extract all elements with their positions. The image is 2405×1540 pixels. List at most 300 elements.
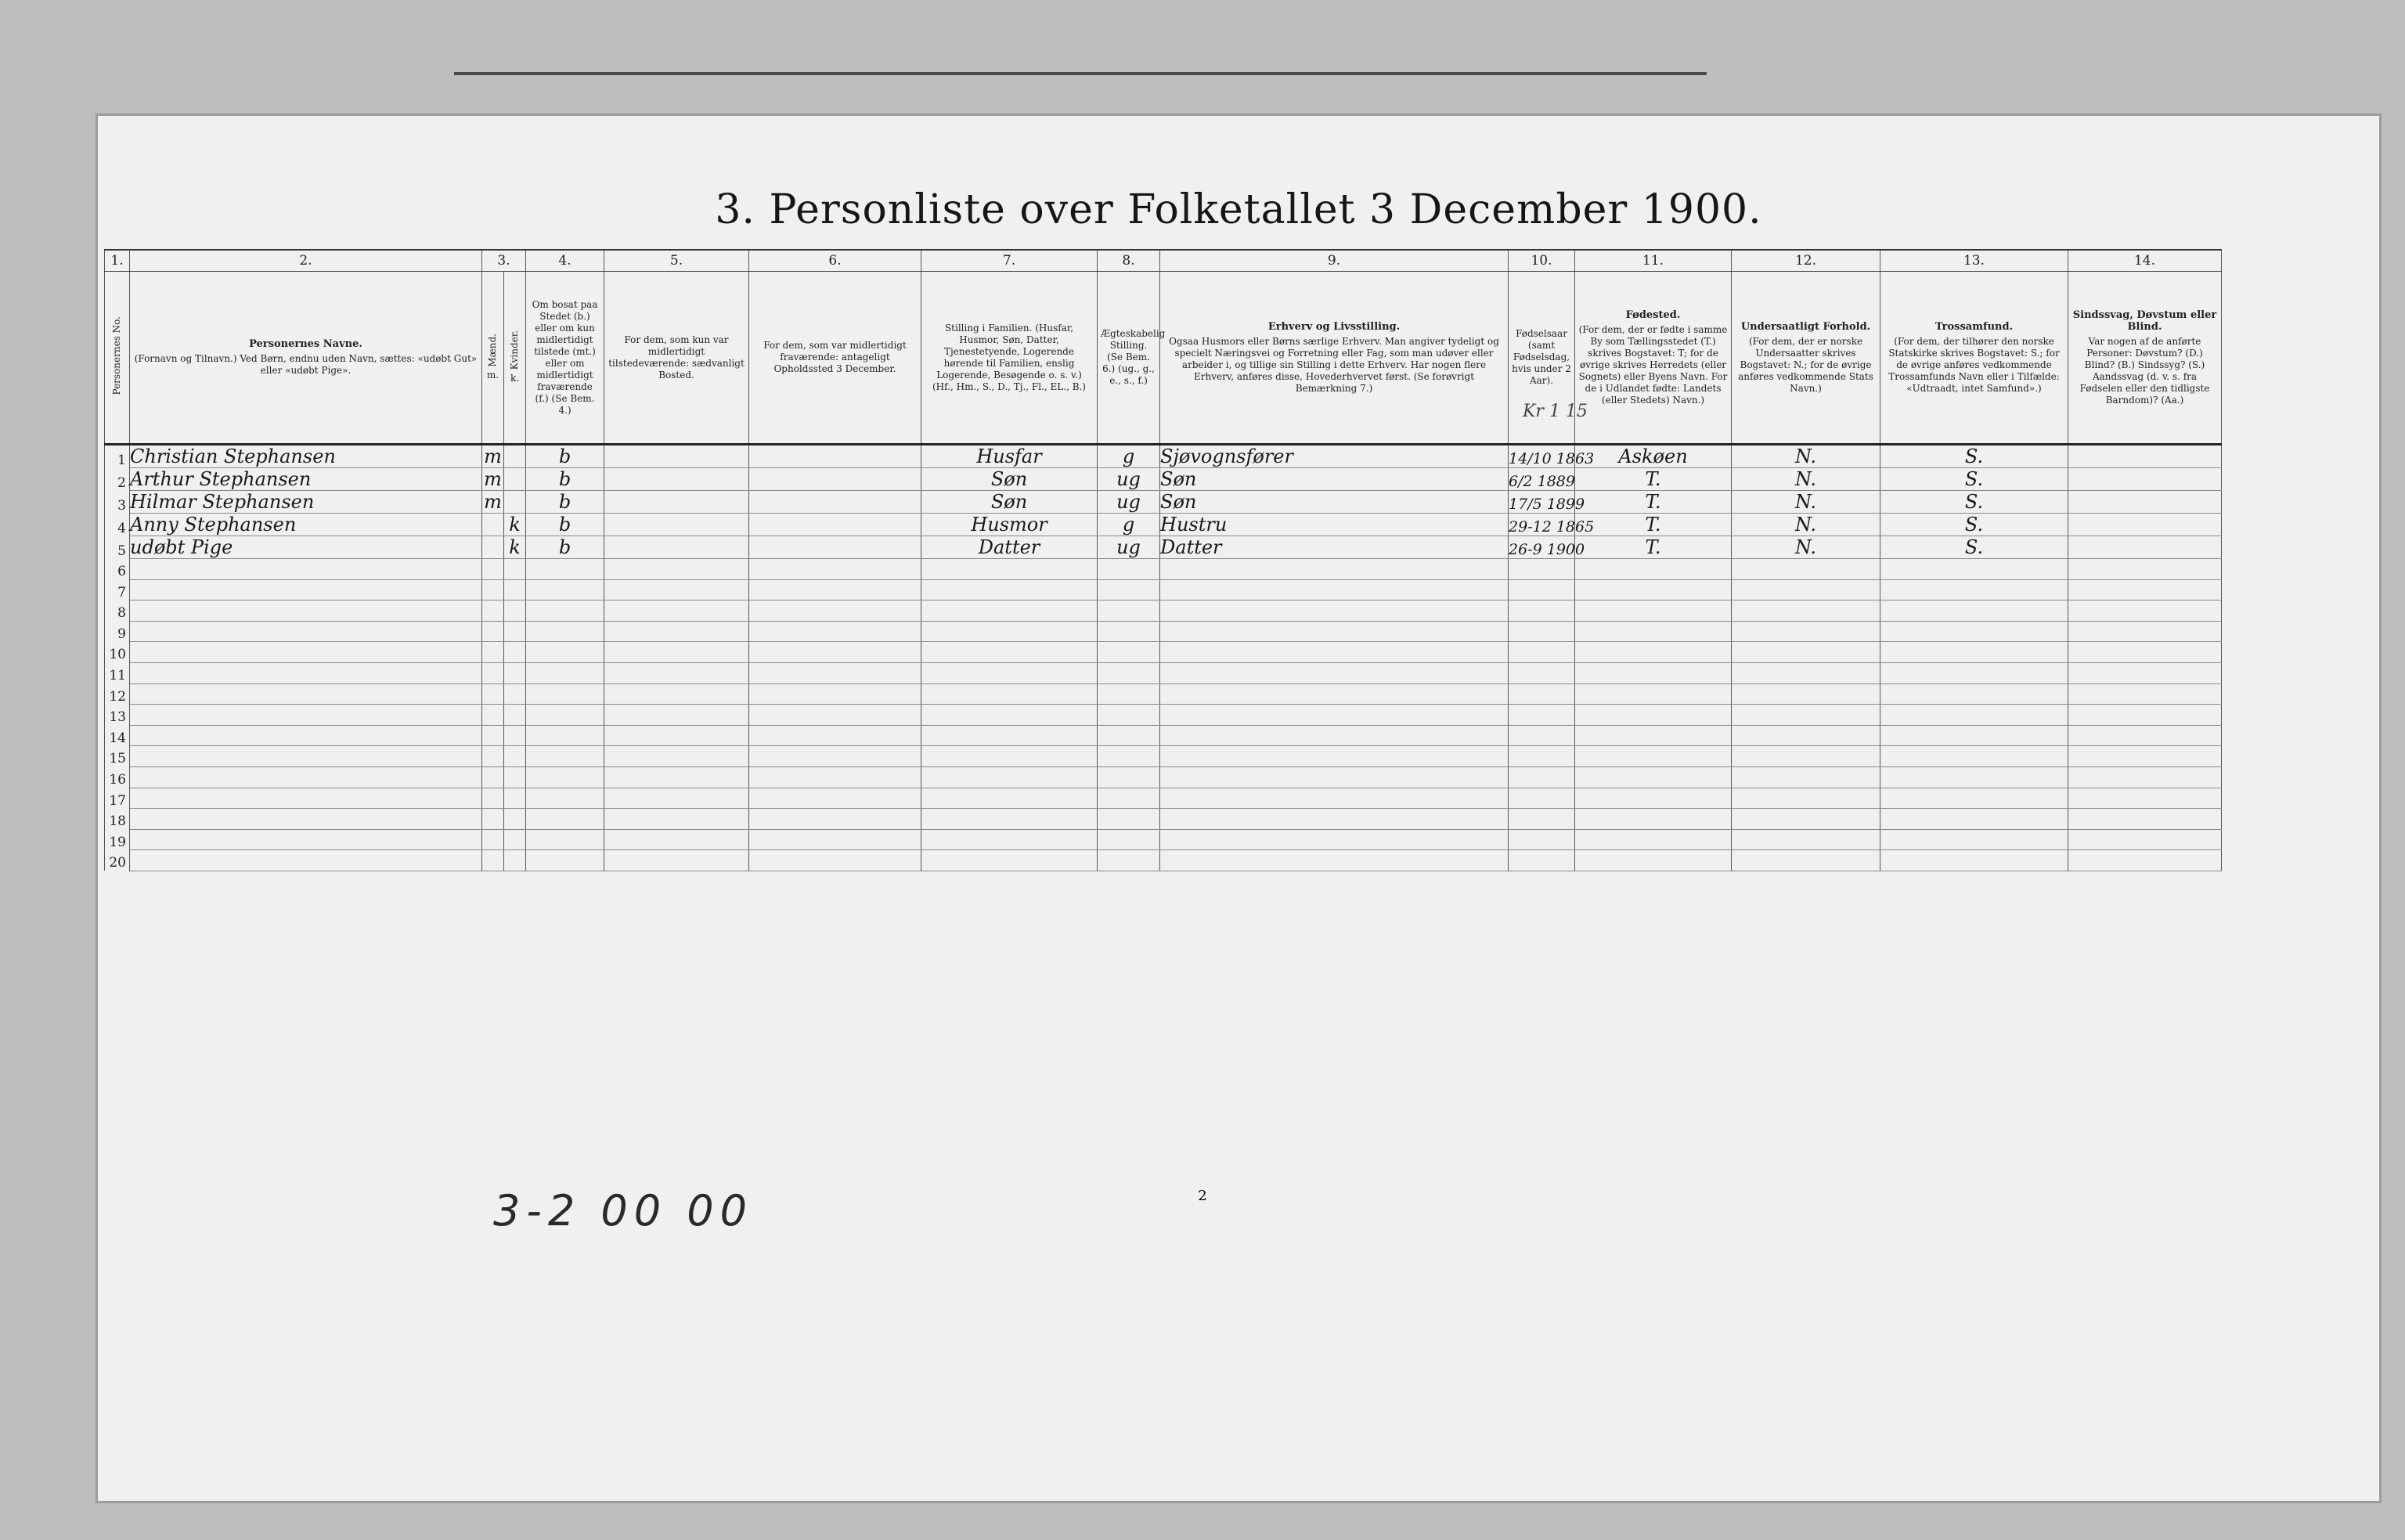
column-text: Stilling i Familien. (Husfar, Husmor, Søn, Datter, Tjenestetyende, Logerende hørende til Familien, enslig Logerende, Besøgende o. s. v.) (Hf., Hm., S., D., Tj., Fl., EL., B.) <box>932 322 1087 392</box>
cell-erhverv: Sjøvognsfører <box>1160 445 1509 468</box>
table-row <box>105 766 2222 788</box>
cell-tro: S. <box>1880 468 2068 491</box>
cell-empty <box>2068 559 2222 580</box>
cell-bosat: b <box>526 536 604 559</box>
cell-empty <box>604 642 749 663</box>
cell-bosat <box>526 809 604 830</box>
cell-undersaat: N. <box>1732 514 1880 536</box>
cell-fodested <box>1575 829 1732 850</box>
column-number: 1. <box>105 250 130 272</box>
cell-aar <box>1509 579 1575 600</box>
cell-name <box>130 662 482 683</box>
cell-tro <box>1880 766 2068 788</box>
table-row <box>105 850 2222 871</box>
cell-stilling <box>921 788 1098 809</box>
male-mark: m. <box>486 370 499 381</box>
cell-stilling: Søn <box>921 468 1098 491</box>
cell-k <box>504 559 526 580</box>
cell-empty <box>2068 766 2222 788</box>
page-number: 2 <box>1198 1188 1207 1204</box>
cell-empty <box>749 491 921 514</box>
column-header <box>1575 272 1732 445</box>
cell-tro <box>1880 683 2068 705</box>
cell-empty <box>749 514 921 536</box>
row-number: 13 <box>105 705 130 726</box>
column-number: 3. <box>482 250 526 272</box>
cell-undersaat <box>1732 788 1880 809</box>
margin-annotation: Kr 1 15 <box>1523 402 1588 421</box>
cell-empty <box>604 579 749 600</box>
column-text: (For dem, der er norske Undersaatter skrives Bogstavet: N.; for de øvrige anføres vedkommende Stats Navn.) <box>1738 335 1873 394</box>
cell-aar <box>1509 705 1575 726</box>
cell-name <box>130 829 482 850</box>
cell-m <box>482 536 504 559</box>
cell-name <box>130 621 482 642</box>
column-text: Fødselsaar (samt Fødselsdag, hvis under 2 Aar). <box>1512 328 1571 386</box>
row-number: 9 <box>105 621 130 642</box>
cell-bosat: b <box>526 491 604 514</box>
cell-m <box>482 705 504 726</box>
cell-aar <box>1509 621 1575 642</box>
cell-erhverv <box>1160 621 1509 642</box>
cell-undersaat: N. <box>1732 445 1880 468</box>
table-row <box>105 621 2222 642</box>
cell-stilling <box>921 850 1098 871</box>
cell-empty <box>749 621 921 642</box>
cell-erhverv <box>1160 642 1509 663</box>
cell-empty <box>604 514 749 536</box>
cell-m: m <box>482 491 504 514</box>
cell-fodested <box>1575 809 1732 830</box>
cell-undersaat <box>1732 850 1880 871</box>
cell-tro <box>1880 559 2068 580</box>
cell-undersaat <box>1732 662 1880 683</box>
cell-empty <box>604 746 749 767</box>
cell-k <box>504 445 526 468</box>
row-number: 7 <box>105 579 130 600</box>
cell-empty <box>2068 705 2222 726</box>
cell-name <box>130 850 482 871</box>
cell-m <box>482 683 504 705</box>
column-title: Fødested. <box>1625 308 1681 321</box>
column-header-kvinder <box>504 272 526 445</box>
census-rows <box>105 445 2222 871</box>
column-text: Om bosat paa Stedet (b.) eller om kun midlertidigt tilstede (mt.) eller om midlertidigt fraværende (f.) (Se Bem. 4.) <box>532 298 598 416</box>
cell-tro: S. <box>1880 491 2068 514</box>
cell-stilling <box>921 829 1098 850</box>
cell-aar <box>1509 683 1575 705</box>
cell-m <box>482 579 504 600</box>
cell-k <box>504 788 526 809</box>
cell-k: k <box>504 536 526 559</box>
cell-fodested <box>1575 850 1732 871</box>
column-text: (Fornavn og Tilnavn.) Ved Børn, endnu uden Navn, sættes: «udøbt Gut» eller «udøbt Pige». <box>134 353 478 376</box>
cell-erhverv <box>1160 579 1509 600</box>
column-number: 9. <box>1160 250 1509 272</box>
cell-fodested <box>1575 725 1732 746</box>
cell-stilling <box>921 746 1098 767</box>
cell-aegte <box>1098 621 1160 642</box>
cell-name <box>130 579 482 600</box>
cell-k: k <box>504 514 526 536</box>
table-row <box>105 829 2222 850</box>
row-number: 1 <box>105 445 130 468</box>
cell-undersaat: N. <box>1732 468 1880 491</box>
column-number: 6. <box>749 250 921 272</box>
cell-empty <box>604 766 749 788</box>
column-header <box>526 272 604 445</box>
cell-fodested: Askøen <box>1575 445 1732 468</box>
cell-empty <box>2068 850 2222 871</box>
page-title: 3. Personliste over Folketallet 3 December 1900. <box>715 186 1762 233</box>
cell-k <box>504 766 526 788</box>
cell-k <box>504 746 526 767</box>
cell-aegte <box>1098 600 1160 622</box>
cell-empty <box>749 579 921 600</box>
table-row <box>105 559 2222 580</box>
cell-bosat: b <box>526 468 604 491</box>
row-number: 6 <box>105 559 130 580</box>
cell-tro <box>1880 705 2068 726</box>
cell-aegte <box>1098 788 1160 809</box>
cell-k <box>504 725 526 746</box>
cell-erhverv <box>1160 766 1509 788</box>
cell-empty <box>749 850 921 871</box>
cell-bosat <box>526 725 604 746</box>
cell-aar: 17/5 1899 <box>1509 491 1575 514</box>
cell-fodested <box>1575 683 1732 705</box>
cell-aar <box>1509 725 1575 746</box>
cell-empty <box>604 850 749 871</box>
cell-stilling <box>921 579 1098 600</box>
cell-undersaat <box>1732 766 1880 788</box>
cell-empty <box>2068 725 2222 746</box>
column-text: For dem, som kun var midlertidigt tilstedeværende: sædvanligt Bosted. <box>608 334 745 380</box>
cell-name: Christian Stephansen <box>130 445 482 468</box>
cell-aar <box>1509 766 1575 788</box>
cell-bosat <box>526 705 604 726</box>
cell-aegte: g <box>1098 514 1160 536</box>
row-number: 19 <box>105 829 130 850</box>
sex-male-label: Mænd. <box>487 333 498 367</box>
cell-empty <box>749 642 921 663</box>
column-number: 2. <box>130 250 482 272</box>
cell-stilling <box>921 662 1098 683</box>
cell-erhverv <box>1160 850 1509 871</box>
cell-m <box>482 850 504 871</box>
cell-empty <box>2068 683 2222 705</box>
cell-bosat <box>526 662 604 683</box>
cell-fodested <box>1575 559 1732 580</box>
row-number: 12 <box>105 683 130 705</box>
cell-erhverv <box>1160 788 1509 809</box>
cell-m <box>482 725 504 746</box>
table-row <box>105 746 2222 767</box>
column-number: 4. <box>526 250 604 272</box>
column-text: For dem, som var midlertidigt fraværende: antageligt Opholdssted 3 December. <box>763 340 907 374</box>
cell-fodested <box>1575 705 1732 726</box>
cell-m <box>482 600 504 622</box>
cell-fodested <box>1575 662 1732 683</box>
column-text: Ogsaa Husmors eller Børns særlige Erhverv. Man angiver tydeligt og specielt Næringsvei og Forretning eller Fag, som man udøver eller arbeider i, og tillige sin Stilling i dette Erhverv. Har nogen flere Erhverv, anføres disse, Hovederhvervet først. (Se forøvrigt Bemærkning 7.) <box>1169 335 1499 394</box>
row-number: 11 <box>105 662 130 683</box>
cell-m: m <box>482 468 504 491</box>
column-text: (For dem, der er fødte i samme By som Tællingsstedet (T.) skrives Bogstavet: T; for de øvrige skrives Herredets (eller Sognets) eller Byens Navn. For de i Udlandet fødte: Landets (eller Stedets) Navn.) <box>1578 323 1728 406</box>
cell-empty <box>604 683 749 705</box>
cell-empty <box>604 468 749 491</box>
cell-empty <box>2068 829 2222 850</box>
cell-aegte <box>1098 829 1160 850</box>
cell-empty <box>604 829 749 850</box>
cell-undersaat <box>1732 579 1880 600</box>
cell-stilling <box>921 809 1098 830</box>
cell-name: Arthur Stephansen <box>130 468 482 491</box>
cell-m <box>482 514 504 536</box>
cell-erhverv <box>1160 559 1509 580</box>
cell-m <box>482 788 504 809</box>
cell-empty <box>749 746 921 767</box>
cell-empty <box>2068 746 2222 767</box>
cell-tro: S. <box>1880 514 2068 536</box>
cell-fodested <box>1575 746 1732 767</box>
cell-aar <box>1509 559 1575 580</box>
cell-bosat <box>526 621 604 642</box>
cell-empty <box>2068 600 2222 622</box>
cell-tro: S. <box>1880 445 2068 468</box>
cell-fodested: T. <box>1575 491 1732 514</box>
cell-bosat <box>526 829 604 850</box>
column-number-row <box>105 250 2222 272</box>
cell-bosat: b <box>526 514 604 536</box>
cell-stilling <box>921 766 1098 788</box>
cell-m <box>482 809 504 830</box>
cell-aegte <box>1098 850 1160 871</box>
column-number: 10. <box>1509 250 1575 272</box>
cell-fodested: T. <box>1575 536 1732 559</box>
cell-erhverv: Hustru <box>1160 514 1509 536</box>
female-mark: k. <box>510 373 520 384</box>
column-header-row <box>105 272 2222 445</box>
cell-undersaat <box>1732 746 1880 767</box>
cell-bosat: b <box>526 445 604 468</box>
cell-m <box>482 642 504 663</box>
cell-empty <box>604 725 749 746</box>
column-header <box>105 272 130 445</box>
cell-tro <box>1880 662 2068 683</box>
cell-bosat <box>526 642 604 663</box>
cell-aar: 29-12 1865 <box>1509 514 1575 536</box>
cell-name <box>130 788 482 809</box>
column-number: 11. <box>1575 250 1732 272</box>
cell-erhverv <box>1160 746 1509 767</box>
cell-k <box>504 809 526 830</box>
cell-undersaat <box>1732 559 1880 580</box>
cell-empty <box>2068 536 2222 559</box>
cell-stilling <box>921 621 1098 642</box>
row-number: 2 <box>105 468 130 491</box>
cell-tro <box>1880 850 2068 871</box>
cell-aegte <box>1098 642 1160 663</box>
cell-m <box>482 829 504 850</box>
cell-erhverv <box>1160 600 1509 622</box>
table-row <box>105 445 2222 468</box>
column-header <box>921 272 1098 445</box>
cell-erhverv <box>1160 662 1509 683</box>
cell-stilling: Husfar <box>921 445 1098 468</box>
table-row <box>105 662 2222 683</box>
cell-bosat <box>526 788 604 809</box>
table-row <box>105 683 2222 705</box>
cell-empty <box>604 445 749 468</box>
column-number: 7. <box>921 250 1098 272</box>
cell-aar: 14/10 1863 <box>1509 445 1575 468</box>
cell-aegte <box>1098 662 1160 683</box>
cell-k <box>504 642 526 663</box>
table-row <box>105 514 2222 536</box>
cell-stilling <box>921 683 1098 705</box>
cell-name <box>130 600 482 622</box>
cell-empty <box>604 621 749 642</box>
cell-erhverv: Datter <box>1160 536 1509 559</box>
cell-empty <box>604 788 749 809</box>
cell-k <box>504 683 526 705</box>
table-row <box>105 536 2222 559</box>
column-title: Personernes Navne. <box>249 338 362 350</box>
table-row <box>105 725 2222 746</box>
cell-k <box>504 621 526 642</box>
row-number: 14 <box>105 725 130 746</box>
cell-empty <box>749 809 921 830</box>
column-header-mænd <box>482 272 504 445</box>
cell-name: udøbt Pige <box>130 536 482 559</box>
table-row <box>105 705 2222 726</box>
table-row <box>105 788 2222 809</box>
cell-name <box>130 683 482 705</box>
cell-aar <box>1509 600 1575 622</box>
cell-empty <box>749 559 921 580</box>
cell-aar <box>1509 850 1575 871</box>
cell-stilling <box>921 705 1098 726</box>
cell-aegte <box>1098 766 1160 788</box>
cell-name <box>130 809 482 830</box>
row-number: 4 <box>105 514 130 536</box>
cell-k <box>504 662 526 683</box>
cell-tro: S. <box>1880 536 2068 559</box>
cell-empty <box>604 559 749 580</box>
cell-fodested <box>1575 788 1732 809</box>
cell-bosat <box>526 850 604 871</box>
cell-stilling: Datter <box>921 536 1098 559</box>
cell-stilling <box>921 600 1098 622</box>
cell-fodested <box>1575 621 1732 642</box>
cell-undersaat <box>1732 705 1880 726</box>
cell-fodested <box>1575 579 1732 600</box>
column-header <box>1098 272 1166 445</box>
cell-stilling: Søn <box>921 491 1098 514</box>
cell-m <box>482 662 504 683</box>
table-row <box>105 468 2222 491</box>
cell-erhverv <box>1160 809 1509 830</box>
cell-name <box>130 559 482 580</box>
column-text: Personernes No. <box>111 316 122 395</box>
cell-aar <box>1509 788 1575 809</box>
cell-empty <box>604 536 749 559</box>
cell-aegte <box>1098 559 1160 580</box>
top-rule <box>454 72 1707 75</box>
cell-k <box>504 850 526 871</box>
row-number: 16 <box>105 766 130 788</box>
column-number: 12. <box>1732 250 1880 272</box>
cell-empty <box>604 491 749 514</box>
cell-empty <box>2068 788 2222 809</box>
cell-m <box>482 766 504 788</box>
column-number: 8. <box>1098 250 1160 272</box>
cell-k <box>504 829 526 850</box>
cell-fodested: T. <box>1575 468 1732 491</box>
cell-m <box>482 559 504 580</box>
column-header <box>1160 272 1509 445</box>
cell-tro <box>1880 829 2068 850</box>
cell-aegte: ug <box>1098 491 1160 514</box>
cell-name <box>130 725 482 746</box>
column-header <box>1509 272 1575 445</box>
cell-erhverv <box>1160 683 1509 705</box>
cell-undersaat <box>1732 683 1880 705</box>
cell-bosat <box>526 766 604 788</box>
cell-fodested <box>1575 642 1732 663</box>
cell-name: Anny Stephansen <box>130 514 482 536</box>
cell-undersaat: N. <box>1732 491 1880 514</box>
cell-empty <box>749 829 921 850</box>
cell-empty <box>749 536 921 559</box>
cell-empty <box>749 725 921 746</box>
cell-empty <box>2068 662 2222 683</box>
cell-name <box>130 746 482 767</box>
cell-empty <box>2068 642 2222 663</box>
cell-aegte <box>1098 579 1160 600</box>
cell-tro <box>1880 809 2068 830</box>
column-text: Ægteskabelig Stilling. (Se Bem. 6.) (ug., g., e., s., f.) <box>1101 328 1166 386</box>
cell-aegte <box>1098 705 1160 726</box>
column-title: Undersaatligt Forhold. <box>1740 320 1871 333</box>
cell-stilling <box>921 559 1098 580</box>
cell-empty <box>749 662 921 683</box>
cell-k <box>504 468 526 491</box>
cell-empty <box>2068 579 2222 600</box>
cell-tro <box>1880 600 2068 622</box>
table-row <box>105 491 2222 514</box>
column-number: 5. <box>604 250 749 272</box>
cell-undersaat <box>1732 725 1880 746</box>
cell-erhverv <box>1160 705 1509 726</box>
cell-m <box>482 621 504 642</box>
cell-aar: 6/2 1889 <box>1509 468 1575 491</box>
cell-aegte: ug <box>1098 536 1160 559</box>
cell-undersaat <box>1732 621 1880 642</box>
cell-m <box>482 746 504 767</box>
cell-erhverv: Søn <box>1160 491 1509 514</box>
cell-m: m <box>482 445 504 468</box>
census-form <box>104 249 2222 871</box>
cell-aar: 26-9 1900 <box>1509 536 1575 559</box>
cell-stilling <box>921 642 1098 663</box>
cell-empty <box>604 705 749 726</box>
row-number: 17 <box>105 788 130 809</box>
cell-empty <box>749 468 921 491</box>
row-number: 5 <box>105 536 130 559</box>
row-number: 8 <box>105 600 130 622</box>
cell-empty <box>749 788 921 809</box>
